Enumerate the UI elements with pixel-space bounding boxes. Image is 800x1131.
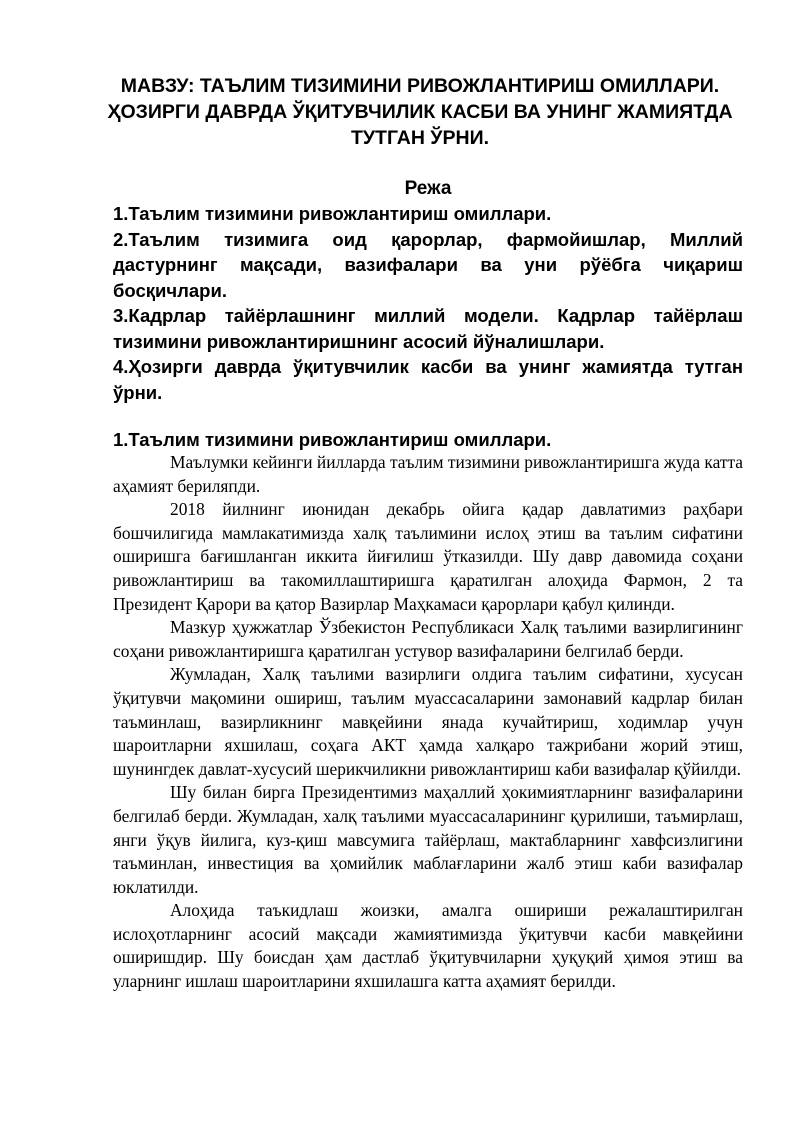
plan-item: 1.Таълим тизимини ривожлантириш омиллари.: [113, 203, 552, 224]
plan-list: [113, 201, 743, 405]
paragraph: Жумладан, Халқ таълими вазирлиги олдига таълим сифатини, хусусан ўқитувчи мақомини ошириш, таълим муассасаларини замонавий кадрлар билан таъминлаш, вазирликнинг мавқейини янада кучайтириш, ходимлар учун шароитларни яхшилаш, соҳага АКТ ҳамда халқаро тажрибани жорий этиш, шунингдек давлат-хусусий шерикчиликни ривожлантириш каби вазифалар қўйилди.: [113, 664, 743, 779]
paragraph: Шу билан бирга Президентимиз маҳаллий ҳокимиятларнинг вазифаларини белгилаб берди. Жумладан, халқ таълими муассасаларининг қурилиши, таъмирлаш, янги ўқув йилига, куз-қиш мавсумига тайёрлаш, мактабларнинг хавфсизлигини таъминлан, инвестиция ва ҳомийлик маблағларини жалб этиш каби вазифалар юклатилди.: [113, 782, 743, 897]
plan-item: 2.Таълим тизимига оид қарорлар, фармойишлар, Миллий дастурнинг мақсади, вазифалари ва уни рўёбга чиқариш босқичлари.: [113, 228, 743, 301]
document-title: МАВЗУ: ТАЪЛИМ ТИЗИМИНИ РИВОЖЛАНТИРИШ ОМИЛЛАРИ. ҲОЗИРГИ ДАВРДА ЎҚИТУВЧИЛИК КАСБИ ВА УНИНГ ЖАМИЯТДА ТУТГАН ЎРНИ.: [107, 75, 733, 149]
plan-item: 4.Ҳозирги даврда ўқитувчилик касби ва унинг жамиятда тутган ўрни.: [113, 356, 743, 403]
plan-heading: Режа: [404, 178, 452, 199]
plan-item: 3.Кадрлар тайёрлашнинг миллий модели. Кадрлар тайёрлаш тизимини ривожлантиришнинг асосий йўналишлари.: [113, 305, 743, 352]
paragraph: 2018 йилнинг июнидан декабрь ойига қадар давлатимиз раҳбари бошчилигида мамлакатимизда халқ таълимини ислоҳ этиш ва таълим сифатини оширишга бағишланган иккита йиғилиш ўтказилди. Шу давр давомида соҳани ривожлантириш ва такомиллаштиришга қаратилган алоҳида Фармон, 2 та Президент Қарори ва қатор Вазирлар Маҳкамаси қарорлари қабул қилинди.: [113, 499, 743, 614]
paragraph: Алоҳида таъкидлаш жоизки, амалга ошириши режалаштирилган ислоҳотларнинг асосий мақсади жамиятимизда ўқитувчи касби мавқейини оширишдир. Шу боисдан ҳам дастлаб ўқитувчиларни ҳуқуқий ҳимоя этиш ва уларнинг ишлаш шароитларини яхшилашга катта аҳамият берилди.: [113, 900, 743, 992]
paragraph: Мазкур ҳужжатлар Ўзбекистон Республикаси Халқ таълими вазирлигининг соҳани ривожлантиришга қаратилган устувор вазифаларини белгилаб берди.: [113, 617, 743, 661]
paragraph: Маълумки кейинги йилларда таълим тизимини ривожлантиришга жуда катта аҳамият бериляпди.: [113, 452, 743, 496]
body-text: [113, 451, 743, 994]
section-heading: 1.Таълим тизимини ривожлантириш омиллари.: [113, 429, 552, 450]
